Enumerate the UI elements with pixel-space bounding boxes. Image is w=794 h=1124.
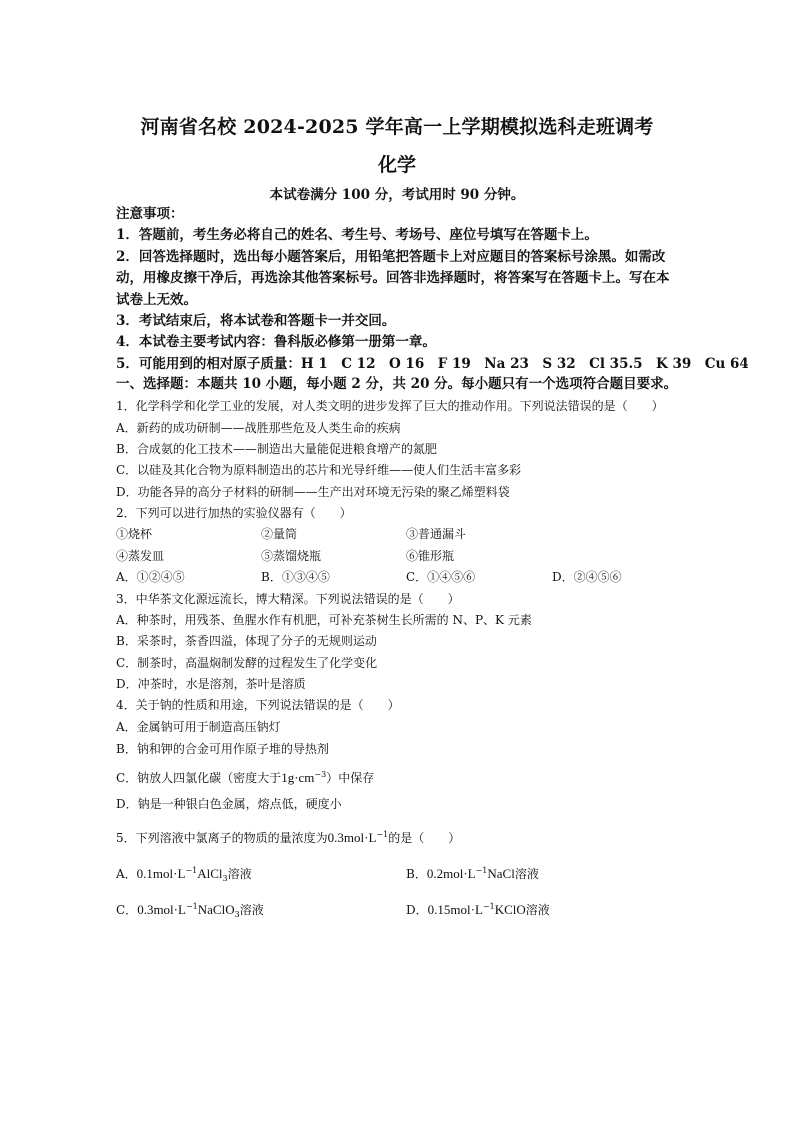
notice-block: [116, 204, 749, 375]
q3-option-b: B．采茶时，茶香四溢，体现了分子的无规则运动: [116, 634, 377, 648]
q5-b-unit: ·L: [463, 866, 476, 881]
q2-option-d: D．②④⑤⑥: [552, 570, 622, 584]
q2-option-a: A．①②④⑤: [116, 570, 185, 584]
notice-item-5: 5．可能用到的相对原子质量：H 1 C 12 O 16 F 19 Na 23 S 32 Cl 35.5 K 39 Cu 64: [116, 355, 749, 372]
q5-c-tail: 溶液: [239, 903, 264, 917]
q5-option-a: [116, 862, 396, 888]
q5-b-tail: 溶液: [514, 867, 539, 881]
q5-b-value: 0.2mol: [426, 866, 464, 881]
q4-c-tail: ）中保存: [326, 771, 375, 785]
q5-a-label: A．: [116, 867, 137, 881]
notice-heading: 注意事项：: [116, 206, 184, 222]
q5-option-b: [406, 862, 686, 883]
section-title: 一、选择题：本题共 10 小题，每小题 2 分，共 20 分。每小题只有一个选项符合题目要求。: [116, 376, 678, 392]
exam-info: 本试卷满分 100 分，考试用时 90 分钟。: [269, 187, 525, 203]
q5-stem-value: 0.3mol: [327, 830, 365, 845]
q4-c-unit: cm: [298, 770, 315, 785]
q5-b-label: B．: [406, 867, 427, 881]
q4-c-exponent: −3: [314, 770, 327, 779]
q5-d-tail: 溶液: [525, 903, 550, 917]
q5-option-c: [116, 898, 396, 924]
q5-c-subscript: 3: [234, 910, 240, 919]
q5-option-d: [406, 898, 686, 919]
subject-title: 化学: [377, 154, 416, 176]
notice-item-3: 3．考试结束后，将本试卷和答题卡一并交回。: [116, 313, 396, 330]
q5-b-formula: NaCl: [487, 866, 515, 881]
q5-stem-exponent: −1: [376, 830, 389, 839]
q2-item: ②量筒: [261, 527, 298, 541]
q5-d-formula: KClO: [494, 902, 526, 917]
q1-stem: 1．化学科学和化学工业的发展，对人类文明的进步发挥了巨大的推动作用。下列说法错误的是（ ）: [116, 399, 664, 413]
q5-c-label: C．: [116, 903, 138, 917]
q3-option-d: D．冲茶时，水是溶剂，茶叶是溶质: [116, 677, 306, 691]
q2-option-c: C．①④⑤⑥: [406, 570, 476, 584]
q3-option-c: C．制茶时，高温焖制发酵的过程发生了化学变化: [116, 656, 378, 670]
notice-item-4: 4．本试卷主要考试内容：鲁科版必修第一册第一章。: [116, 334, 436, 351]
q3-stem: 3．中华茶文化源远流长，博大精深。下列说法错误的是（ ）: [116, 592, 460, 606]
q5-c-exponent: −1: [185, 902, 198, 911]
exam-title: 河南省名校 2024-2025 学年高一上学期模拟选科走班调考: [140, 116, 654, 138]
q1-option-b: B．合成氨的化工技术——制造出大量能促进粮食增产的氮肥: [116, 442, 437, 456]
q5-stem-unit: ·L: [364, 830, 377, 845]
q2-item: ⑤蒸馏烧瓶: [261, 549, 322, 563]
q5-d-unit: ·L: [470, 902, 483, 917]
q4-option-c: [116, 766, 696, 787]
q5-d-value: 0.15mol: [427, 902, 471, 917]
q5-a-tail: 溶液: [227, 867, 252, 881]
q3-option-a: A．种茶时，用残茶、鱼腥水作有机肥，可补充茶树生长所需的 N、P、K 元素: [116, 613, 532, 627]
q5-stem: [116, 826, 696, 847]
q2-stem: 2．下列可以进行加热的实验仪器有（ ）: [116, 506, 352, 520]
q4-c-dot: ·: [294, 770, 299, 785]
q5-c-unit: ·L: [173, 902, 186, 917]
q5-c-formula: NaClO: [197, 902, 235, 917]
q4-option-b: B．钠和钾的合金可用作原子堆的导热剂: [116, 742, 329, 756]
q5-stem-tail: 的是（ ）: [388, 831, 461, 845]
q5-a-value: 0.1mol: [136, 866, 174, 881]
q5-b-exponent: −1: [475, 866, 488, 875]
q5-a-exponent: −1: [185, 866, 198, 875]
q1-option-d: D．功能各异的高分子材料的研制——生产出对环境无污染的聚乙烯塑料袋: [116, 485, 510, 499]
q2-option-b: B．①③④⑤: [261, 570, 330, 584]
q2-item: ①烧杯: [116, 527, 153, 541]
q2-item: ④蒸发皿: [116, 549, 165, 563]
q5-stem-text: 5．下列溶液中氯离子的物质的量浓度为: [116, 831, 328, 845]
q4-stem: 4．关于钠的性质和用途，下列说法错误的是（ ）: [116, 698, 400, 712]
q2-item: ⑥锥形瓶: [406, 549, 455, 563]
q4-option-d: D．钠是一种银白色金属，熔点低，硬度小: [116, 797, 342, 811]
q5-d-label: D．: [406, 903, 428, 917]
q2-items-row2: [116, 547, 696, 565]
q2-items-row1: [116, 525, 696, 543]
notice-item-2: 2．回答选择题时，选出每小题答案后，用铅笔把答题卡上对应题目的答案标号涂黑。如需改动，用橡皮擦干净后，再选涂其他答案标号。回答非选择题时，将答案写在答题卡上。写在本试卷上无效。: [116, 248, 670, 308]
q1-option-c: C．以硅及其化合物为原料制造出的芯片和光导纤维——使人们生活丰富多彩: [116, 463, 522, 477]
q1-option-a: A．新药的成功研制——战胜那些危及人类生命的疾病: [116, 421, 401, 435]
q5-d-exponent: −1: [482, 902, 495, 911]
q5-a-formula: AlCl: [197, 866, 223, 881]
q4-c-value: 1g: [281, 770, 295, 785]
q5-c-value: 0.3mol: [137, 902, 174, 917]
q2-options: [116, 568, 696, 586]
q5-a-subscript: 3: [222, 874, 228, 883]
q5-a-unit: ·L: [173, 866, 186, 881]
q4-c-text: C．钠放人四氯化碳（密度大于: [116, 771, 282, 785]
notice-item-1: 1．答题前，考生务必将自己的姓名、考生号、考场号、座位号填写在答题卡上。: [116, 227, 598, 244]
q4-option-a: A．金属钠可用于制造高压钠灯: [116, 720, 281, 734]
q2-item: ③普通漏斗: [406, 527, 467, 541]
